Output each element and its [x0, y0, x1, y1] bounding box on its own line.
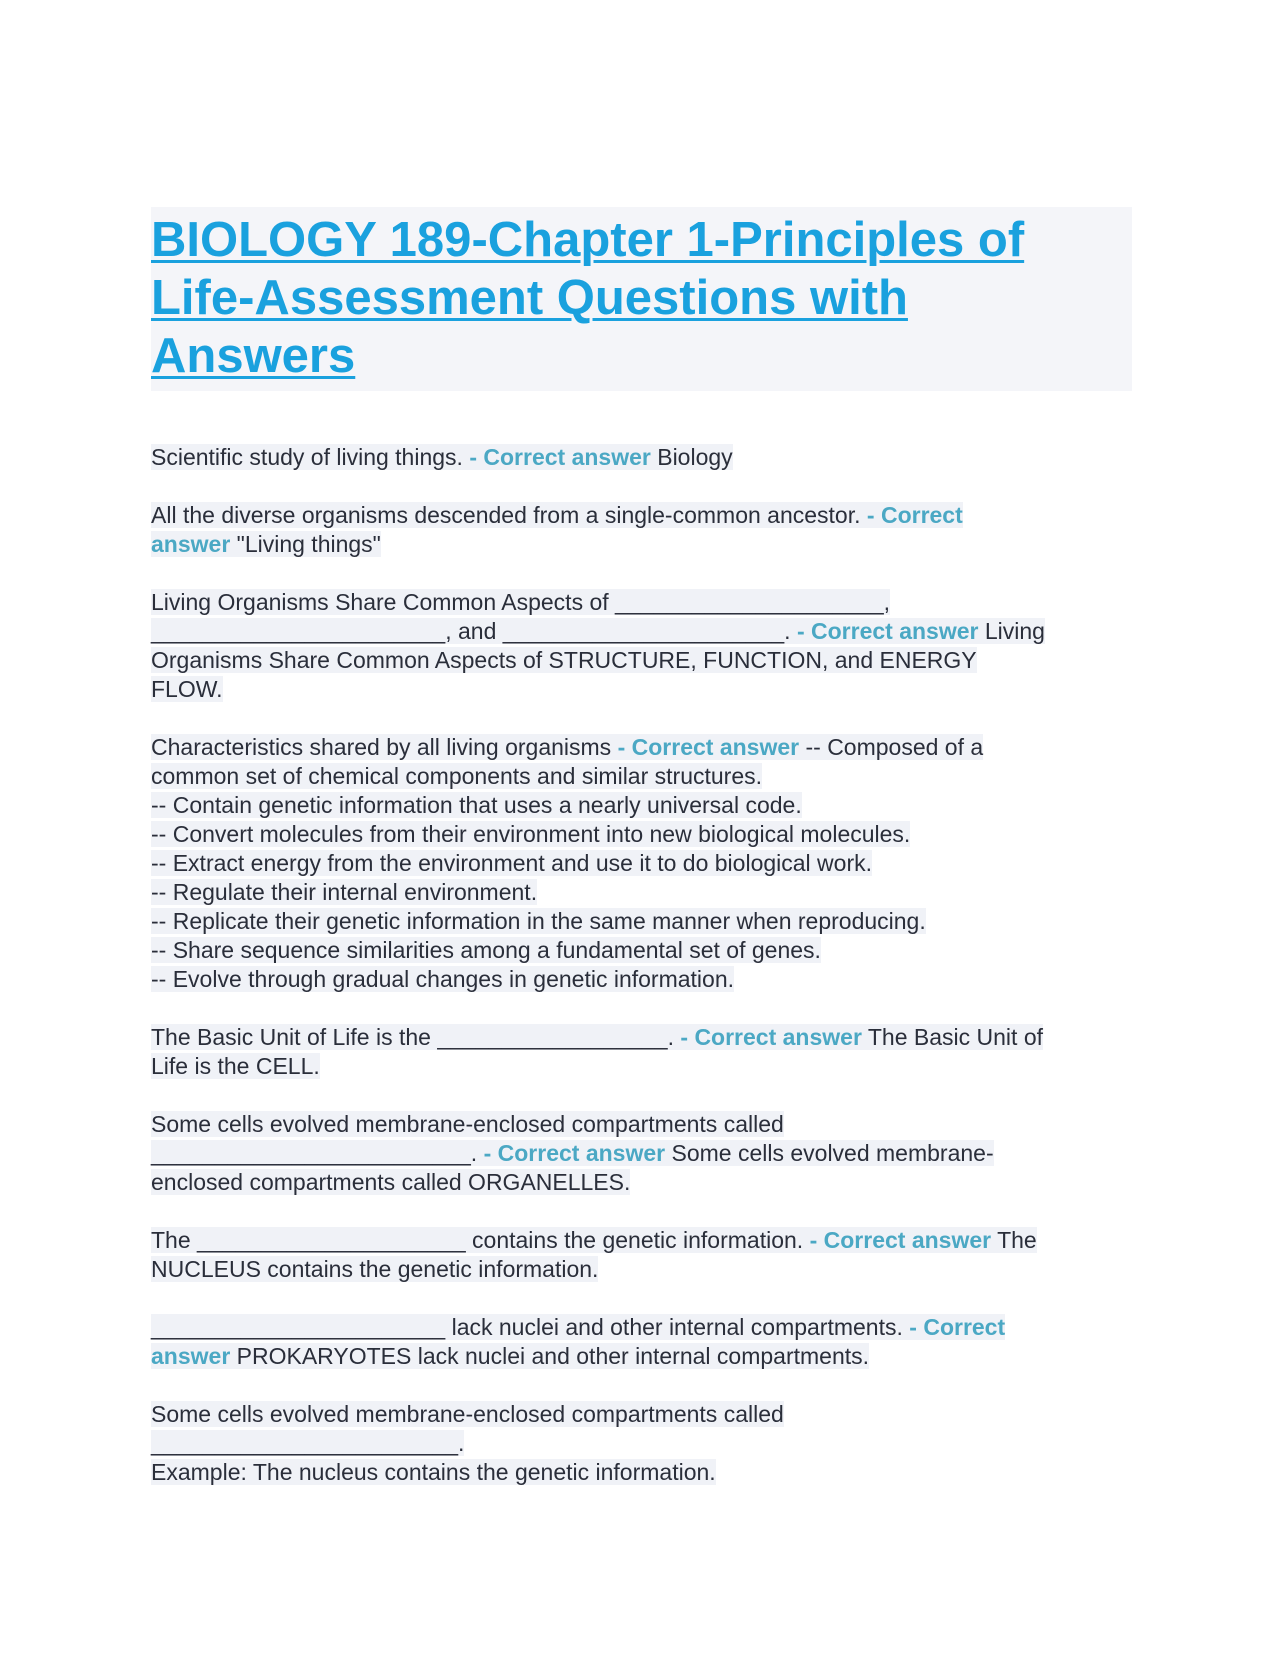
question-text: Characteristics shared by all living organisms [151, 734, 618, 760]
qa-item-3 [151, 588, 1132, 704]
question-text: Living Organisms Share Common Aspects of _____________________, [151, 589, 891, 615]
answer-text: "Living things" [230, 531, 381, 557]
qa-item-5 [151, 1023, 1132, 1081]
answer-text: The Basic Unit of [861, 1024, 1044, 1050]
title-link-line-1[interactable]: BIOLOGY 189-Chapter 1-Principles of [151, 213, 1025, 267]
answer-text: -- Contain genetic information that uses a nearly universal code. [151, 792, 802, 818]
qa-item-8 [151, 1313, 1132, 1371]
correct-answer-label: answer [151, 531, 231, 557]
answer-text: -- Composed of a [799, 734, 984, 760]
correct-answer-label: - Correct [909, 1314, 1006, 1340]
qa-item-6 [151, 1110, 1132, 1197]
answer-text: Biology [650, 444, 733, 470]
correct-answer-label: - Correct answer [809, 1227, 992, 1253]
title-link-line-3[interactable]: Answers [151, 329, 356, 383]
answer-text: Life is the CELL. [151, 1053, 320, 1079]
qa-item-1 [151, 443, 1132, 472]
answer-text: Living [978, 618, 1045, 644]
answer-text: -- Regulate their internal environment. [151, 879, 538, 905]
qa-item-9 [151, 1400, 1132, 1487]
answer-text: PROKARYOTES lack nuclei and other internal compartments. [230, 1343, 870, 1369]
answer-text: -- Share sequence similarities among a fundamental set of genes. [151, 937, 821, 963]
answer-text: FLOW. [151, 676, 223, 702]
title-link-line-2[interactable]: Life-Assessment Questions with [151, 271, 908, 325]
document-page [151, 207, 1132, 1516]
answer-text: The [991, 1227, 1037, 1253]
qa-item-2 [151, 501, 1132, 559]
correct-answer-label: - Correct answer [469, 444, 651, 470]
question-text: _______________________ lack nuclei and other internal compartments. [151, 1314, 910, 1340]
correct-answer-label: - Correct answer [680, 1024, 862, 1050]
answer-text: -- Replicate their genetic information in the same manner when reproducing. [151, 908, 926, 934]
question-text: _________________________. [151, 1140, 484, 1166]
question-text: Scientific study of living things. [151, 444, 470, 470]
question-text: All the diverse organisms descended from a single-common ancestor. [151, 502, 867, 528]
title-block [151, 207, 1132, 391]
answer-text: common set of chemical components and similar structures. [151, 763, 763, 789]
correct-answer-label: - Correct answer [796, 618, 979, 644]
question-text: The _____________________ contains the genetic information. [151, 1227, 810, 1253]
question-text: ________________________. [151, 1430, 465, 1456]
question-text: _______________________, and ______________________. [151, 618, 797, 644]
question-text: Some cells evolved membrane-enclosed compartments called [151, 1401, 784, 1427]
answer-text: -- Extract energy from the environment and use it to do biological work. [151, 850, 873, 876]
correct-answer-label: - Correct answer [617, 734, 800, 760]
answer-text: Organisms Share Common Aspects of STRUCTURE, FUNCTION, and ENERGY [151, 647, 977, 673]
correct-answer-label: - Correct [866, 502, 963, 528]
qa-item-4 [151, 733, 1132, 994]
answer-text: -- Evolve through gradual changes in genetic information. [151, 966, 735, 992]
correct-answer-label: answer [151, 1343, 231, 1369]
answer-text: -- Convert molecules from their environment into new biological molecules. [151, 821, 911, 847]
question-text: Example: The nucleus contains the genetic information. [151, 1459, 716, 1485]
correct-answer-label: - Correct answer [483, 1140, 666, 1166]
answer-text: Some cells evolved membrane- [665, 1140, 994, 1166]
question-text: Some cells evolved membrane-enclosed compartments called [151, 1111, 784, 1137]
answer-text: enclosed compartments called ORGANELLES. [151, 1169, 631, 1195]
answer-text: NUCLEUS contains the genetic information. [151, 1256, 599, 1282]
qa-item-7 [151, 1226, 1132, 1284]
question-text: The Basic Unit of Life is the __________________. [151, 1024, 681, 1050]
